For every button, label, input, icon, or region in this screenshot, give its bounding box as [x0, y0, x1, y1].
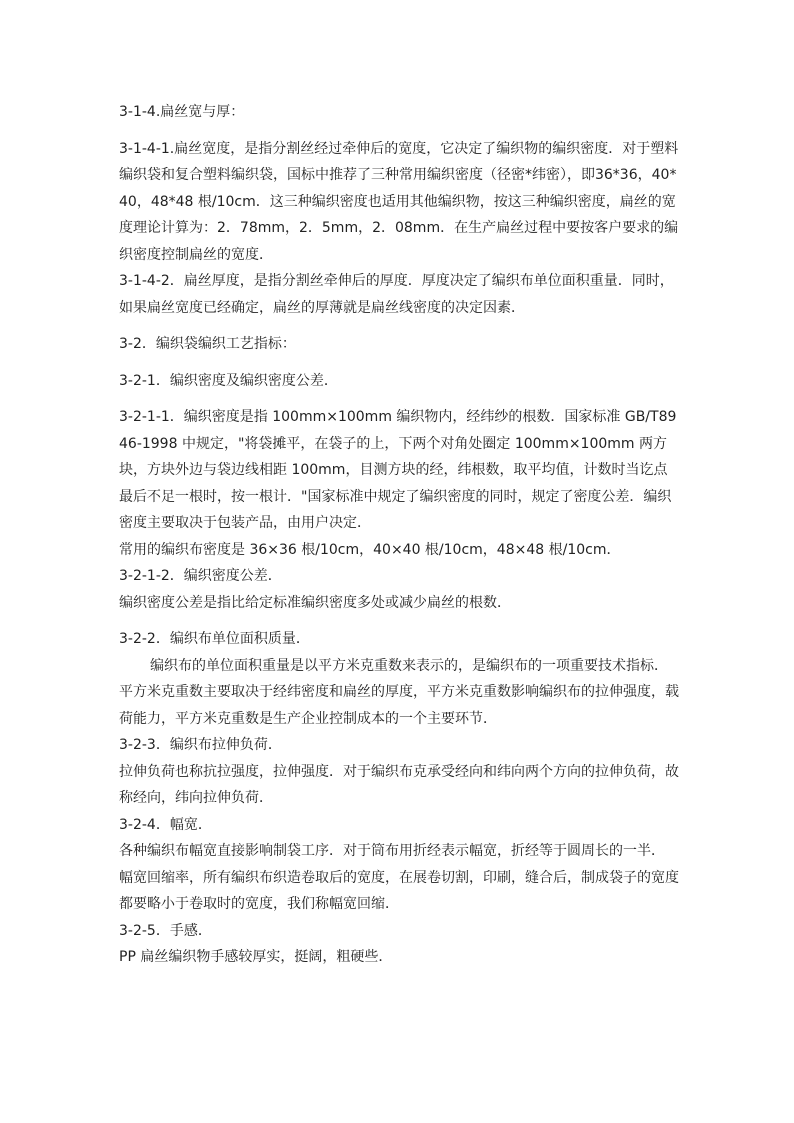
paragraph-common-density: 常用的编织布密度是 36×36 根/10cm，40×40 根/10cm，48×48 根/10cm． — [119, 541, 621, 558]
paragraph-density-tolerance: 编织密度公差是指比给定标准编织密度多处或减少扁丝的根数． — [119, 594, 511, 611]
section-heading-3-2-4: 3-2-4．幅宽． — [119, 816, 212, 833]
section-heading-3-1-4: 3-1-4.扁丝宽与厚： — [119, 104, 245, 120]
paragraph-width: 各种编织布幅宽直接影响制袋工序．对于筒布用折经表示幅宽，折经等于圆周长的一半． — [119, 843, 665, 859]
paragraph-unit-area-weight: 编织布的单位面积重量是以平方米克重数来表示的，是编织布的一项重要技术指标．平方米克重数主要取决于经纬密度和扁丝的厚度，平方米克重数影响编织布的拉伸强度，载荷能力，平方米克重数是生产企业控制成本的一个主要环节． — [119, 657, 679, 727]
section-heading-3-2-1: 3-2-1．编织密度及编织密度公差． — [119, 372, 338, 389]
paragraph-hand-feel: PP 扁丝编织物手感较厚实，挺阔，粗硬些． — [119, 949, 393, 965]
section-heading-3-2-1-2: 3-2-1-2．编织密度公差． — [119, 568, 282, 584]
paragraph-3-1-4-1: 3-1-4-1.扁丝宽度，是指分割丝经过牵伸后的宽度，它决定了编织物的编织密度．对于塑料编织袋和复合塑料编织袋，国标中推荐了三种常用编织密度（径密*纬密），即36*36，40*40，48*48 根/10cm．这三种编织密度也适用其他编织物，按这三种编织密度，扁丝的宽度理论计算为：2．78mm，2．5mm，2．08mm．在生产扁丝过程中要按客户要求的编织密度控制扁丝的宽度． — [119, 140, 679, 263]
section-heading-3-2-2: 3-2-2．编织布单位面积质量． — [119, 631, 310, 647]
paragraph-width-shrinkage: 幅宽回缩率，所有编织布织造卷取后的宽度，在展卷切割，印刷，缝合后，制成袋子的宽度都要略小于卷取时的宽度，我们称幅宽回缩． — [119, 869, 679, 912]
section-heading-3-2-3: 3-2-3．编织布拉伸负荷． — [119, 737, 282, 753]
document-body — [119, 99, 679, 971]
paragraph-tensile-load: 拉伸负荷也称抗拉强度，拉伸强度．对于编织布克承受经向和纬向两个方向的拉伸负荷，故称经向，纬向拉伸负荷． — [119, 763, 679, 806]
paragraph-3-2-1-1: 3-2-1-1．编织密度是指 100mm×100mm 编织物内，经纬纱的根数．国家标准 GB/T8946-1998 中规定，"将袋摊平，在袋子的上，下两个对角处圈定 100mm×100mm 两方块，方块外边与袋边线相距 100mm，目测方块的经，纬根数，取平均值，计数时当讫点最后不足一根时，按一根计．"国家标准中规定了编织密度的同时，规定了密度公差．编织密度主要取决于包装产品，由用户决定． — [119, 409, 677, 531]
paragraph-3-1-4-2: 3-1-4-2．扁丝厚度，是指分割丝牵伸后的厚度．厚度决定了编织布单位面积重量．同时，如果扁丝宽度已经确定，扁丝的厚薄就是扁丝线密度的决定因素． — [119, 273, 674, 316]
section-heading-3-2-5: 3-2-5．手感． — [119, 922, 212, 939]
section-heading-3-2: 3-2．编织袋编织工艺指标： — [119, 336, 296, 352]
